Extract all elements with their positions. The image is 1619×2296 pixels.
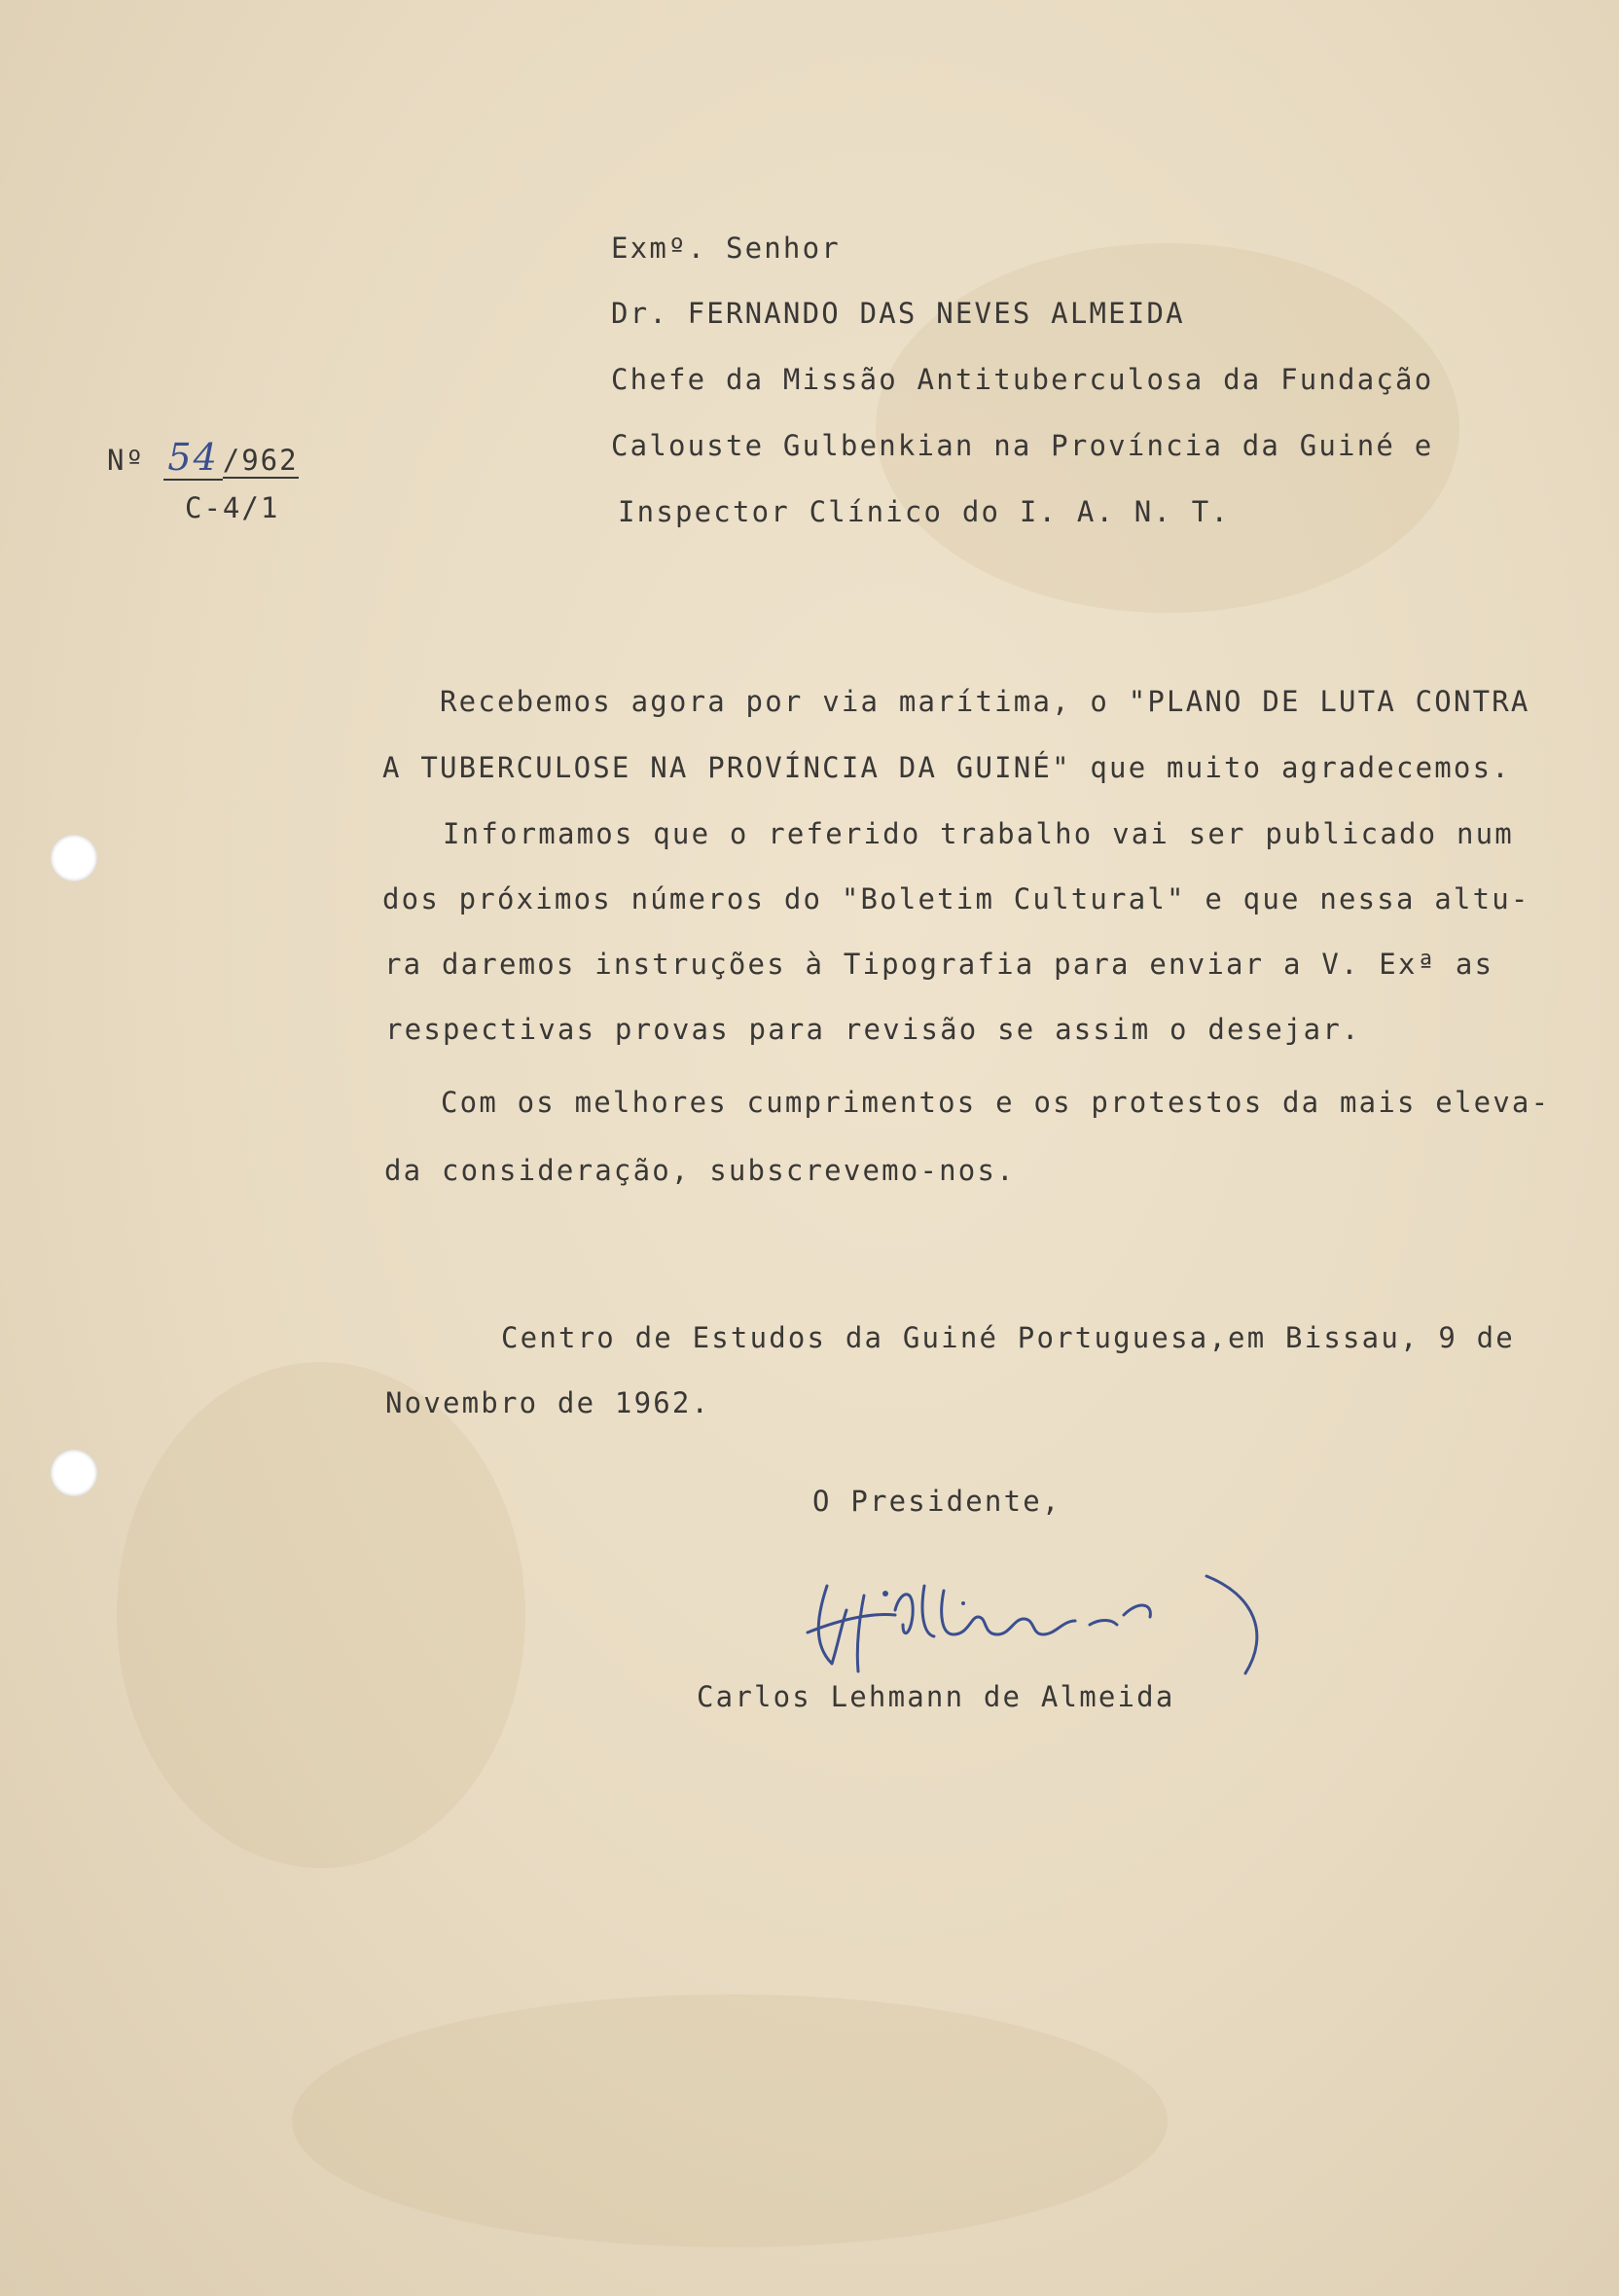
body-line: Com os melhores cumprimentos e os protestos da mais eleva- bbox=[441, 1086, 1551, 1119]
body-line: Recebemos agora por via marítima, o "PLANO DE LUTA CONTRA bbox=[440, 685, 1530, 718]
reference-handwritten-number: 54 bbox=[163, 436, 222, 481]
reference-code: C-4/1 bbox=[185, 491, 280, 524]
addressee-title-line: Inspector Clínico do I. A. N. T. bbox=[618, 495, 1231, 528]
place-date-line: Centro de Estudos da Guiné Portuguesa,em Bissau, 9 de bbox=[501, 1321, 1515, 1354]
signatory-name: Carlos Lehmann de Almeida bbox=[697, 1680, 1175, 1713]
body-line: A TUBERCULOSE NA PROVÍNCIA DA GUINÉ" que muito agradecemos. bbox=[382, 751, 1511, 784]
signer-role: O Presidente, bbox=[812, 1485, 1061, 1518]
reference-number bbox=[107, 436, 299, 479]
body-line: da consideração, subscrevemo-nos. bbox=[384, 1154, 1016, 1187]
punch-hole bbox=[51, 835, 97, 881]
addressee-title-line: Chefe da Missão Antituberculosa da Fundação bbox=[611, 363, 1434, 396]
body-line: respectivas provas para revisão se assim o desejar. bbox=[385, 1013, 1361, 1046]
reference-prefix: Nº bbox=[107, 444, 145, 477]
body-line: dos próximos números do "Boletim Cultural" e que nessa altu- bbox=[382, 882, 1530, 915]
handwritten-signature bbox=[788, 1557, 1304, 1683]
addressee-title-line: Calouste Gulbenkian na Província da Guiné e bbox=[611, 429, 1434, 462]
reference-year: /962 bbox=[222, 444, 299, 477]
body-line: ra daremos instruções à Tipografia para enviar a V. Exª as bbox=[384, 948, 1494, 981]
addressee-name: Dr. FERNANDO DAS NEVES ALMEIDA bbox=[611, 297, 1185, 330]
punch-hole bbox=[51, 1450, 97, 1496]
paper-stain bbox=[117, 1362, 525, 1868]
body-line: Informamos que o referido trabalho vai ser publicado num bbox=[443, 817, 1514, 850]
addressee-salutation: Exmº. Senhor bbox=[611, 232, 841, 265]
place-date-line: Novembro de 1962. bbox=[385, 1386, 711, 1419]
paper-stain bbox=[292, 1994, 1168, 2247]
